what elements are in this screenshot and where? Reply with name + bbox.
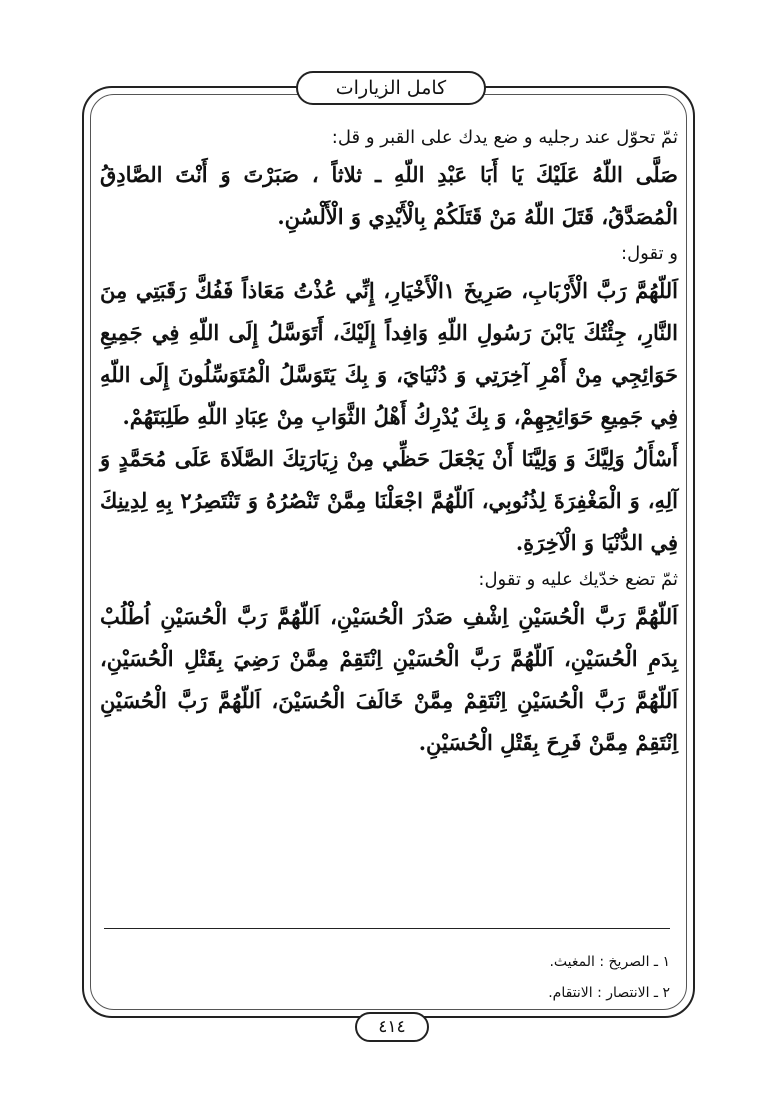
footnote-2: ٢ ـ الانتصار : الانتقام. — [548, 985, 670, 1001]
instruction-1: ثمّ تحوّل عند رجليه و ضع يدك على القبر و قل: — [331, 127, 678, 148]
prayer-2: اَللّهُمَّ رَبَّ الْأَرْبَابِ، صَرِيخَ ١الْأَخْيَارِ، إِنِّي عُذْتُ مَعَاذاً فَفُكَّ رَقَبَتِي مِنَ النَّارِ، جِئْتُكَ يَابْنَ رَسُولِ اللّهِ وَافِداً إِلَيْكَ، أَتَوَسَّلُ إِلَى اللّهِ فِي جَمِيعِ حَوَائِجِي مِنْ أَمْرِ آخِرَتِي وَ دُنْيَايَ، وَ بِكَ يَتَوَسَّلُ الْمُتَوَسِّلُونَ إِلَى اللّهِ فِي جَمِيعِ حَوَائِجِهِمْ، وَ بِكَ يُدْرِكُ أَهْلُ الثَّوَابِ مِنْ عِبَادِ اللّهِ طَلِبَتَهُمْ. — [100, 278, 679, 429]
footnotes — [100, 947, 670, 1009]
main-text — [100, 122, 678, 764]
prayer-1: صَلَّى اللّهُ عَلَيْكَ يَا أَبَا عَبْدِ اللّهِ ـ ثلاثاً ، صَبَرْتَ وَ أَنْتَ الصَّادِقُ الْمُصَدَّقُ، قَتَلَ اللّهُ مَنْ قَتَلَكُمْ بِالْأَيْدِي وَ الْأَلْسُنِ. — [100, 162, 678, 229]
instruction-2: و تقول: — [621, 243, 678, 264]
footnote-separator — [104, 928, 670, 929]
footnote-1: ١ ـ الصريخ : المغيث. — [549, 954, 670, 970]
page-number: ٤١٤ — [355, 1012, 429, 1042]
prayer-4: اَللّهُمَّ رَبَّ الْحُسَيْنِ اِشْفِ صَدْرَ الْحُسَيْنِ، اَللّهُمَّ رَبَّ الْحُسَيْنِ اُطْلُبْ بِدَمِ الْحُسَيْنِ، اَللّهُمَّ رَبَّ الْحُسَيْنِ اِنْتَقِمْ مِمَّنْ رَضِيَ بِقَتْلِ الْحُسَيْنِ، اَللّهُمَّ رَبَّ الْحُسَيْنِ اِنْتَقِمْ مِمَّنْ خَالَفَ الْحُسَيْنَ، اَللّهُمَّ رَبَّ الْحُسَيْنِ اِنْتَقِمْ مِمَّنْ فَرِحَ بِقَتْلِ الْحُسَيْنِ. — [100, 604, 678, 755]
instruction-3: ثمّ تضع خدّيك عليه و تقول: — [478, 569, 678, 590]
running-header: كامل الزيارات — [296, 71, 486, 105]
prayer-3: أَسْأَلُ وَلِيَّكَ وَ وَلِيَّنَا أَنْ يَجْعَلَ حَظِّي مِنْ زِيَارَتِكَ الصَّلَاةَ عَلَى مُحَمَّدٍ وَ آلِهِ، وَ الْمَغْفِرَةَ لِذُنُوبِي، اَللّهُمَّ اجْعَلْنَا مِمَّنْ تَنْصُرُهُ وَ تَنْتَصِرُ٢ بِهِ لِدِينِكَ فِي الدُّنْيَا وَ الْآخِرَةِ. — [100, 446, 678, 555]
